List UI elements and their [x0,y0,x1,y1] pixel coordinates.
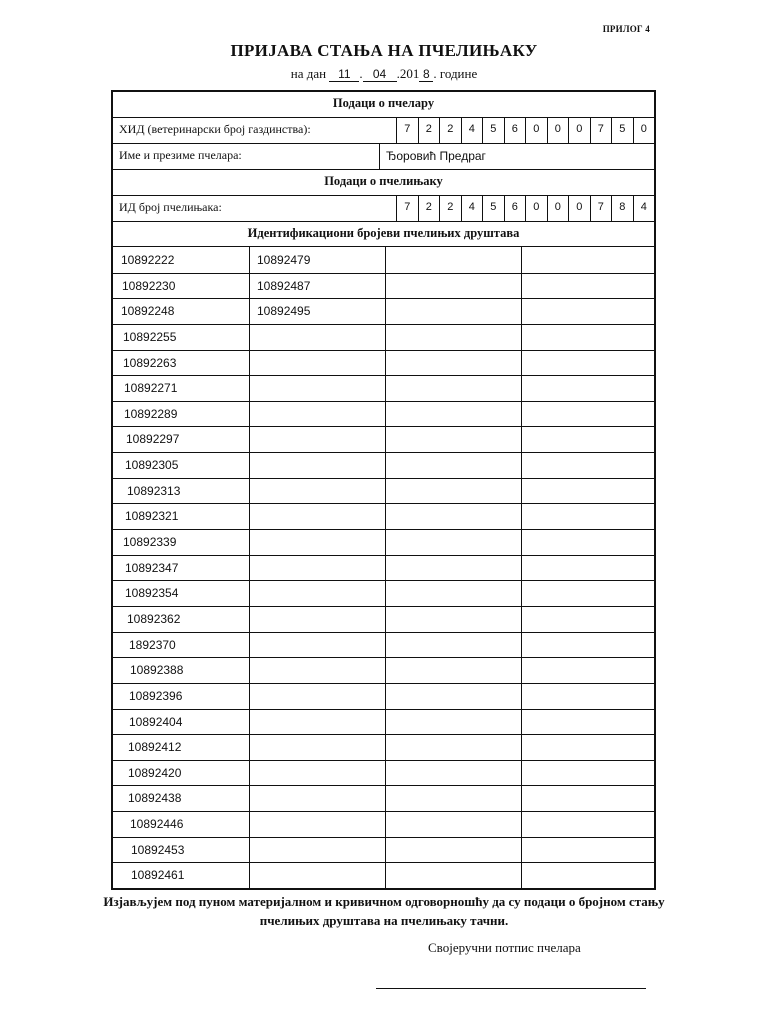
apiary-id-digit: 7 [590,196,612,221]
grid-row-divider [113,375,654,376]
grid-row-divider [113,452,654,453]
colony-id-cell: 10892230 [122,278,176,293]
signature-label: Својеручни потпис пчелара [428,940,581,955]
grid-row-divider [113,298,654,299]
colony-id-cell: 1892370 [129,637,176,652]
apiary-section-header [113,170,654,196]
hid-digit: 6 [504,118,526,143]
colony-id-cell: 10892313 [127,483,181,498]
apiary-id-digit: 4 [461,196,483,221]
registration-form [111,90,656,890]
colony-id-cell: 10892339 [123,535,177,550]
apiary-id-row [113,196,654,222]
grid-row-divider [113,555,654,556]
grid-row-divider [113,324,654,325]
date-suffix: године [439,66,478,81]
hid-digit: 0 [633,118,655,143]
grid-row-divider [113,426,654,427]
colony-id-cell: 10892446 [130,817,184,832]
colony-id-cell: 10892404 [129,714,183,729]
apiary-id-digit: 0 [547,196,569,221]
colony-id-grid [113,247,654,888]
colony-id-cell: 10892453 [131,842,185,857]
hid-digit: 2 [439,118,461,143]
hid-label: ХИД (ветеринарски број газдинства): [119,122,311,136]
colony-id-cell: 10892248 [121,304,175,319]
colony-id-cell: 10892495 [257,304,311,319]
colony-id-cell: 10892461 [131,868,185,883]
colony-id-cell: 10892305 [125,458,179,473]
apiary-id-digit: 5 [482,196,504,221]
colony-id-cell: 10892487 [257,278,311,293]
grid-column-divider [385,247,386,888]
apiary-id-digit: 2 [418,196,440,221]
apiary-id-digit: 8 [611,196,633,221]
apiary-id-label: ИД број пчелињака: [119,200,222,214]
signature-line [376,988,646,989]
apiary-id-digit: 0 [525,196,547,221]
date-day-field: 11 [329,67,359,82]
grid-row-divider [113,862,654,863]
hid-digit: 4 [461,118,483,143]
colonies-section-title: Идентификациони бројеви пчелињих друштава [247,226,520,240]
hid-digit: 5 [482,118,504,143]
beekeeper-name-label: Име и презиме пчелара: [119,148,242,162]
colony-id-cell: 10892388 [130,663,184,678]
hid-digit: 0 [568,118,590,143]
grid-row-divider [113,657,654,658]
beekeeper-section-title: Подаци о пчелару [332,96,435,110]
hid-digit: 0 [525,118,547,143]
apiary-id-digit: 7 [396,196,418,221]
grid-column-divider [249,247,250,888]
page-title: ПРИЈАВА СТАЊА НА ПЧЕЛИЊАКУ [230,41,538,60]
colony-id-cell: 10892263 [123,355,177,370]
colony-id-cell: 10892271 [124,381,178,396]
grid-row-divider [113,580,654,581]
colony-id-cell: 10892396 [129,688,183,703]
grid-row-divider [113,401,654,402]
apiary-id-digit: 6 [504,196,526,221]
grid-row-divider [113,837,654,838]
apiary-id-digit: 2 [439,196,461,221]
hid-digit: 7 [590,118,612,143]
grid-row-divider [113,503,654,504]
colony-id-cell: 10892479 [257,253,311,267]
date-prefix: на дан [290,66,327,81]
grid-row-divider [113,529,654,530]
apiary-id-digit: 4 [633,196,655,221]
grid-row-divider [113,478,654,479]
hid-digit-boxes [396,118,654,143]
grid-row-divider [113,734,654,735]
apiary-id-digit-boxes [396,196,654,221]
hid-digit: 5 [611,118,633,143]
colony-id-cell: 10892289 [124,406,178,421]
hid-digit: 0 [547,118,569,143]
beekeeper-name-row [113,144,654,170]
date-line: на дан 11 . 04 .201 8 . године [290,66,478,81]
colony-id-cell: 10892438 [128,791,182,806]
date-month-field: 04 [363,67,397,82]
apiary-id-digit: 0 [568,196,590,221]
colony-id-cell: 10892347 [125,560,179,575]
grid-row-divider [113,273,654,274]
colonies-section-header [113,222,654,247]
colony-id-cell: 10892222 [121,253,175,267]
grid-row-divider [113,606,654,607]
grid-row-divider [113,785,654,786]
grid-row-divider [113,632,654,633]
colony-id-cell: 10892321 [125,509,179,524]
date-year-prefix: 201 [399,66,420,81]
colony-id-cell: 10892297 [126,432,180,447]
beekeeper-section-header [113,92,654,118]
grid-row-divider [113,350,654,351]
declaration-text: Изјављујем под пуном материјалном и кривичном одговорношћу да су подаци о бројном стању пчелињих друштава на пчелињаку тачни. [103,894,665,928]
hid-digit: 2 [418,118,440,143]
hid-row [113,118,654,144]
colony-id-cell: 10892362 [127,611,181,626]
date-year-field: 8 [419,67,433,82]
grid-column-divider [521,247,522,888]
grid-row-divider [113,760,654,761]
attachment-label: ПРИЛОГ 4 [602,24,650,34]
grid-row-divider [113,683,654,684]
colony-id-cell: 10892255 [123,329,177,344]
apiary-section-title: Подаци о пчелињаку [324,174,443,188]
grid-row-divider [113,709,654,710]
colony-id-cell: 10892412 [128,740,182,755]
colony-id-cell: 10892354 [125,586,179,601]
colony-id-cell: 10892420 [128,765,182,780]
hid-digit: 7 [396,118,418,143]
beekeeper-name-value: Ђоровић Предраг [379,144,654,169]
grid-row-divider [113,811,654,812]
